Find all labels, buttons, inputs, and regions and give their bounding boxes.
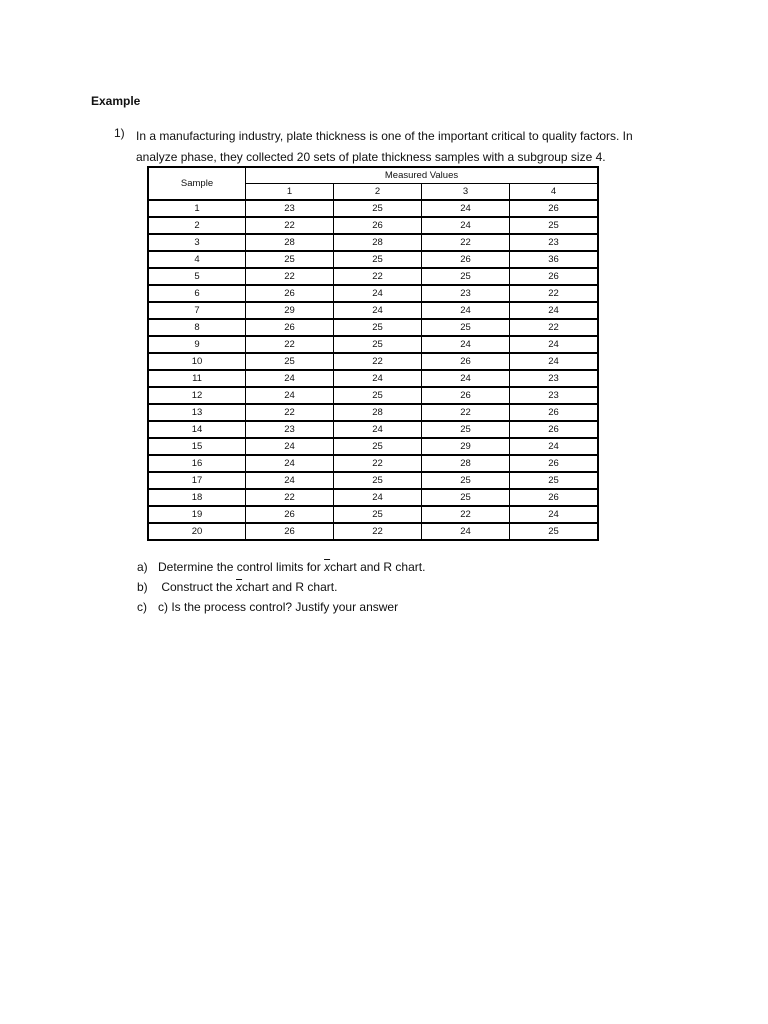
sample-number-cell: 6 xyxy=(148,285,246,302)
table-row xyxy=(148,370,598,387)
measurements-table-container xyxy=(147,166,599,541)
measured-value-cell: 26 xyxy=(510,455,599,472)
sub-question-text: c) Is the process control? Justify your answer xyxy=(158,600,399,614)
measured-value-cell: 24 xyxy=(334,370,422,387)
measured-value-cell: 26 xyxy=(510,421,599,438)
measured-value-cell: 24 xyxy=(246,472,334,489)
measurements-table xyxy=(147,166,599,541)
measured-value-cell: 22 xyxy=(510,285,599,302)
measured-value-cell: 25 xyxy=(334,472,422,489)
measured-value-cell: 26 xyxy=(422,353,510,370)
measured-value-cell: 24 xyxy=(246,370,334,387)
measured-value-cell: 23 xyxy=(510,387,599,404)
x-bar-symbol: $\overline{x}$ xyxy=(324,560,331,574)
table-row xyxy=(148,404,598,421)
table-row xyxy=(148,489,598,506)
measured-value-cell: 22 xyxy=(246,336,334,353)
measured-value-cell: 25 xyxy=(334,251,422,268)
table-row xyxy=(148,472,598,489)
measured-value-cell: 26 xyxy=(246,319,334,336)
measured-value-cell: 25 xyxy=(334,438,422,455)
measured-value-cell: 24 xyxy=(334,285,422,302)
measured-value-cell: 26 xyxy=(510,404,599,421)
measured-value-cell: 25 xyxy=(246,353,334,370)
measured-value-cell: 22 xyxy=(334,353,422,370)
measured-value-cell: 22 xyxy=(246,404,334,421)
table-row xyxy=(148,421,598,438)
table-row xyxy=(148,455,598,472)
measured-value-cell: 26 xyxy=(246,285,334,302)
measured-value-cell: 22 xyxy=(422,506,510,523)
measured-value-cell: 29 xyxy=(422,438,510,455)
measured-value-cell: 25 xyxy=(510,217,599,234)
sample-header: Sample xyxy=(148,167,246,200)
measured-value-cell: 26 xyxy=(510,200,599,217)
measured-value-cell: 25 xyxy=(422,319,510,336)
table-body xyxy=(148,200,598,540)
measured-value-cell: 24 xyxy=(246,438,334,455)
table-row xyxy=(148,285,598,302)
measured-value-cell: 25 xyxy=(510,472,599,489)
sample-number-cell: 15 xyxy=(148,438,246,455)
sample-number-cell: 5 xyxy=(148,268,246,285)
column-header: 3 xyxy=(422,184,510,201)
sample-number-cell: 17 xyxy=(148,472,246,489)
sample-number-cell: 18 xyxy=(148,489,246,506)
table-row xyxy=(148,234,598,251)
column-header: 2 xyxy=(334,184,422,201)
measured-value-cell: 24 xyxy=(422,336,510,353)
question-number: 1) xyxy=(114,126,125,140)
measured-value-cell: 24 xyxy=(246,387,334,404)
sub-question-label: c) xyxy=(137,600,147,614)
sub-question-text-end: chart and R chart. xyxy=(330,560,426,574)
sub-question-a xyxy=(137,557,425,577)
sample-number-cell: 13 xyxy=(148,404,246,421)
measured-value-cell: 25 xyxy=(334,336,422,353)
measured-value-cell: 25 xyxy=(334,387,422,404)
measured-value-cell: 24 xyxy=(422,370,510,387)
measured-value-cell: 28 xyxy=(246,234,334,251)
measured-value-cell: 26 xyxy=(510,268,599,285)
table-row xyxy=(148,336,598,353)
column-header: 4 xyxy=(510,184,599,201)
measured-value-cell: 24 xyxy=(422,217,510,234)
sub-questions xyxy=(137,557,425,617)
measured-value-cell: 24 xyxy=(334,302,422,319)
measured-value-cell: 24 xyxy=(510,438,599,455)
sample-number-cell: 20 xyxy=(148,523,246,540)
measured-value-cell: 25 xyxy=(422,268,510,285)
measured-value-cell: 22 xyxy=(510,319,599,336)
sub-question-text-start: Construct the xyxy=(158,580,237,594)
measured-value-cell: 23 xyxy=(246,200,334,217)
table-row xyxy=(148,506,598,523)
table-row xyxy=(148,251,598,268)
table-row xyxy=(148,217,598,234)
sub-question-text-start: Determine the control limits for xyxy=(158,560,325,574)
measured-value-cell: 25 xyxy=(510,523,599,540)
sample-number-cell: 2 xyxy=(148,217,246,234)
table-row xyxy=(148,200,598,217)
table-row xyxy=(148,387,598,404)
measured-value-cell: 29 xyxy=(246,302,334,319)
sample-number-cell: 14 xyxy=(148,421,246,438)
measured-value-cell: 22 xyxy=(334,268,422,285)
measured-value-cell: 24 xyxy=(510,336,599,353)
measured-value-cell: 23 xyxy=(510,370,599,387)
table-row xyxy=(148,353,598,370)
measured-value-cell: 24 xyxy=(422,302,510,319)
measured-value-cell: 24 xyxy=(246,455,334,472)
sample-number-cell: 19 xyxy=(148,506,246,523)
sample-number-cell: 7 xyxy=(148,302,246,319)
measured-value-cell: 26 xyxy=(422,387,510,404)
measured-value-cell: 22 xyxy=(422,234,510,251)
measured-value-cell: 28 xyxy=(422,455,510,472)
sample-number-cell: 12 xyxy=(148,387,246,404)
sub-question-c xyxy=(137,597,425,617)
measured-value-cell: 25 xyxy=(334,506,422,523)
sample-number-cell: 10 xyxy=(148,353,246,370)
sub-question-text-end: chart and R chart. xyxy=(242,580,338,594)
measured-value-cell: 25 xyxy=(422,421,510,438)
measured-value-cell: 28 xyxy=(334,234,422,251)
measured-value-cell: 25 xyxy=(334,200,422,217)
measured-value-cell: 24 xyxy=(510,353,599,370)
sample-number-cell: 4 xyxy=(148,251,246,268)
measured-value-cell: 22 xyxy=(422,404,510,421)
measured-value-cell: 25 xyxy=(334,319,422,336)
measured-value-cell: 24 xyxy=(422,200,510,217)
x-bar-symbol: $\overline{x}$ xyxy=(236,580,243,594)
measured-values-header: Measured Values xyxy=(246,167,599,184)
measured-value-cell: 25 xyxy=(422,489,510,506)
measured-value-cell: 26 xyxy=(246,523,334,540)
measured-value-cell: 22 xyxy=(246,268,334,285)
question-text: In a manufacturing industry, plate thickness is one of the important critical to quality factors. In analyze phase, they collected 20 sets of plate thickness samples with a subgroup size 4. xyxy=(136,129,633,164)
measured-value-cell: 22 xyxy=(334,523,422,540)
sample-number-cell: 11 xyxy=(148,370,246,387)
column-header: 1 xyxy=(246,184,334,201)
sample-number-cell: 9 xyxy=(148,336,246,353)
table-row xyxy=(148,438,598,455)
measured-value-cell: 26 xyxy=(422,251,510,268)
measured-value-cell: 22 xyxy=(246,217,334,234)
measured-value-cell: 23 xyxy=(246,421,334,438)
measured-value-cell: 24 xyxy=(510,302,599,319)
measured-value-cell: 22 xyxy=(246,489,334,506)
table-row xyxy=(148,319,598,336)
measured-value-cell: 23 xyxy=(422,285,510,302)
measured-value-cell: 25 xyxy=(422,472,510,489)
measured-value-cell: 24 xyxy=(422,523,510,540)
measured-value-cell: 22 xyxy=(334,455,422,472)
table-row xyxy=(148,523,598,540)
measured-value-cell: 26 xyxy=(334,217,422,234)
measured-value-cell: 24 xyxy=(334,489,422,506)
measured-value-cell: 28 xyxy=(334,404,422,421)
table-row xyxy=(148,302,598,319)
measured-value-cell: 25 xyxy=(246,251,334,268)
sub-question-label: b) xyxy=(137,580,148,594)
measured-value-cell: 23 xyxy=(510,234,599,251)
sub-question-b xyxy=(137,577,425,597)
measured-value-cell: 24 xyxy=(334,421,422,438)
measured-value-cell: 24 xyxy=(510,506,599,523)
sample-number-cell: 3 xyxy=(148,234,246,251)
measured-value-cell: 26 xyxy=(246,506,334,523)
sample-number-cell: 1 xyxy=(148,200,246,217)
table-row xyxy=(148,268,598,285)
sample-number-cell: 8 xyxy=(148,319,246,336)
measured-value-cell: 26 xyxy=(510,489,599,506)
sub-question-text xyxy=(158,557,425,577)
sample-number-cell: 16 xyxy=(148,455,246,472)
sub-question-text xyxy=(158,577,337,597)
sub-question-label: a) xyxy=(137,560,148,574)
example-heading: Example xyxy=(91,94,141,108)
measured-value-cell: 36 xyxy=(510,251,599,268)
